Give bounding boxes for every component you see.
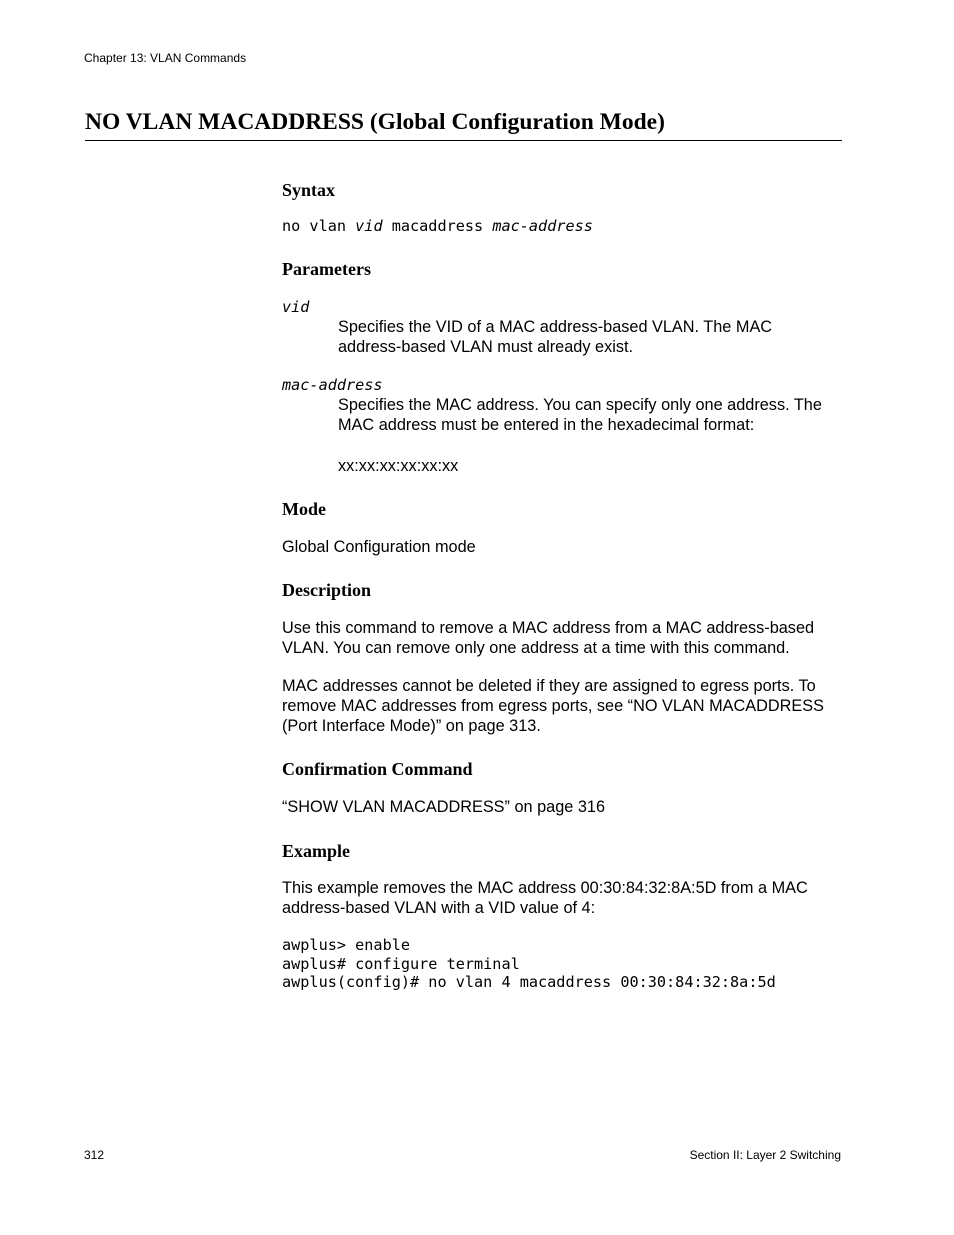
confirmation-link[interactable]: “SHOW VLAN MACADDRESS” on page 316: [282, 798, 606, 816]
syntax-cmd-no-vlan: no vlan: [282, 217, 356, 235]
running-footer-section: Section II: Layer 2 Switching: [689, 1148, 841, 1162]
parameters-heading: Parameters: [282, 259, 371, 279]
mode-heading: Mode: [282, 499, 326, 519]
confirmation-heading: Confirmation Command: [282, 759, 473, 779]
syntax-heading: Syntax: [282, 180, 336, 200]
example-code-line-2: awplus# configure terminal: [282, 955, 520, 973]
example-heading: Example: [282, 841, 351, 861]
page-number: 312: [84, 1148, 105, 1162]
param-desc-vid: Specifies the VID of a MAC address-based VLAN. The MAC address-based VLAN must already exist.: [338, 318, 773, 356]
syntax-line: [282, 217, 593, 236]
example-code-line-3: awplus(config)# no vlan 4 macaddress 00:30:84:32:8a:5d: [282, 973, 776, 991]
param-name-vid: vid: [282, 298, 310, 316]
syntax-arg-vid: vid: [355, 217, 383, 235]
title-rule: [85, 140, 842, 141]
description-heading: Description: [282, 580, 371, 600]
param-name-mac-address: mac-address: [282, 376, 383, 394]
example-code-line-1: awplus> enable: [282, 936, 411, 954]
description-paragraph-2: MAC addresses cannot be deleted if they are assigned to egress ports. To remove MAC addresses from egress ports, see “NO VLAN MACADDRESS (Port Interface Mode)” on page 313.: [282, 677, 824, 735]
running-header: Chapter 13: VLAN Commands: [84, 51, 247, 65]
example-text: This example removes the MAC address 00:30:84:32:8A:5D from a MAC address-based VLAN with a VID value of 4:: [282, 879, 808, 917]
param-format-mac-address: xx:xx:xx:xx:xx:xx: [338, 457, 459, 475]
syntax-cmd-macaddress: macaddress: [382, 217, 493, 235]
description-paragraph-1: Use this command to remove a MAC address from a MAC address-based VLAN. You can remove only one address at a time with this command.: [282, 619, 815, 657]
syntax-arg-mac: mac-address: [492, 217, 593, 235]
mode-text: Global Configuration mode: [282, 538, 476, 556]
param-desc-mac-address: Specifies the MAC address. You can specify only one address. The MAC address must be entered in the hexadecimal format:: [338, 396, 822, 434]
page-title: NO VLAN MACADDRESS (Global Configuration Mode): [85, 109, 665, 135]
